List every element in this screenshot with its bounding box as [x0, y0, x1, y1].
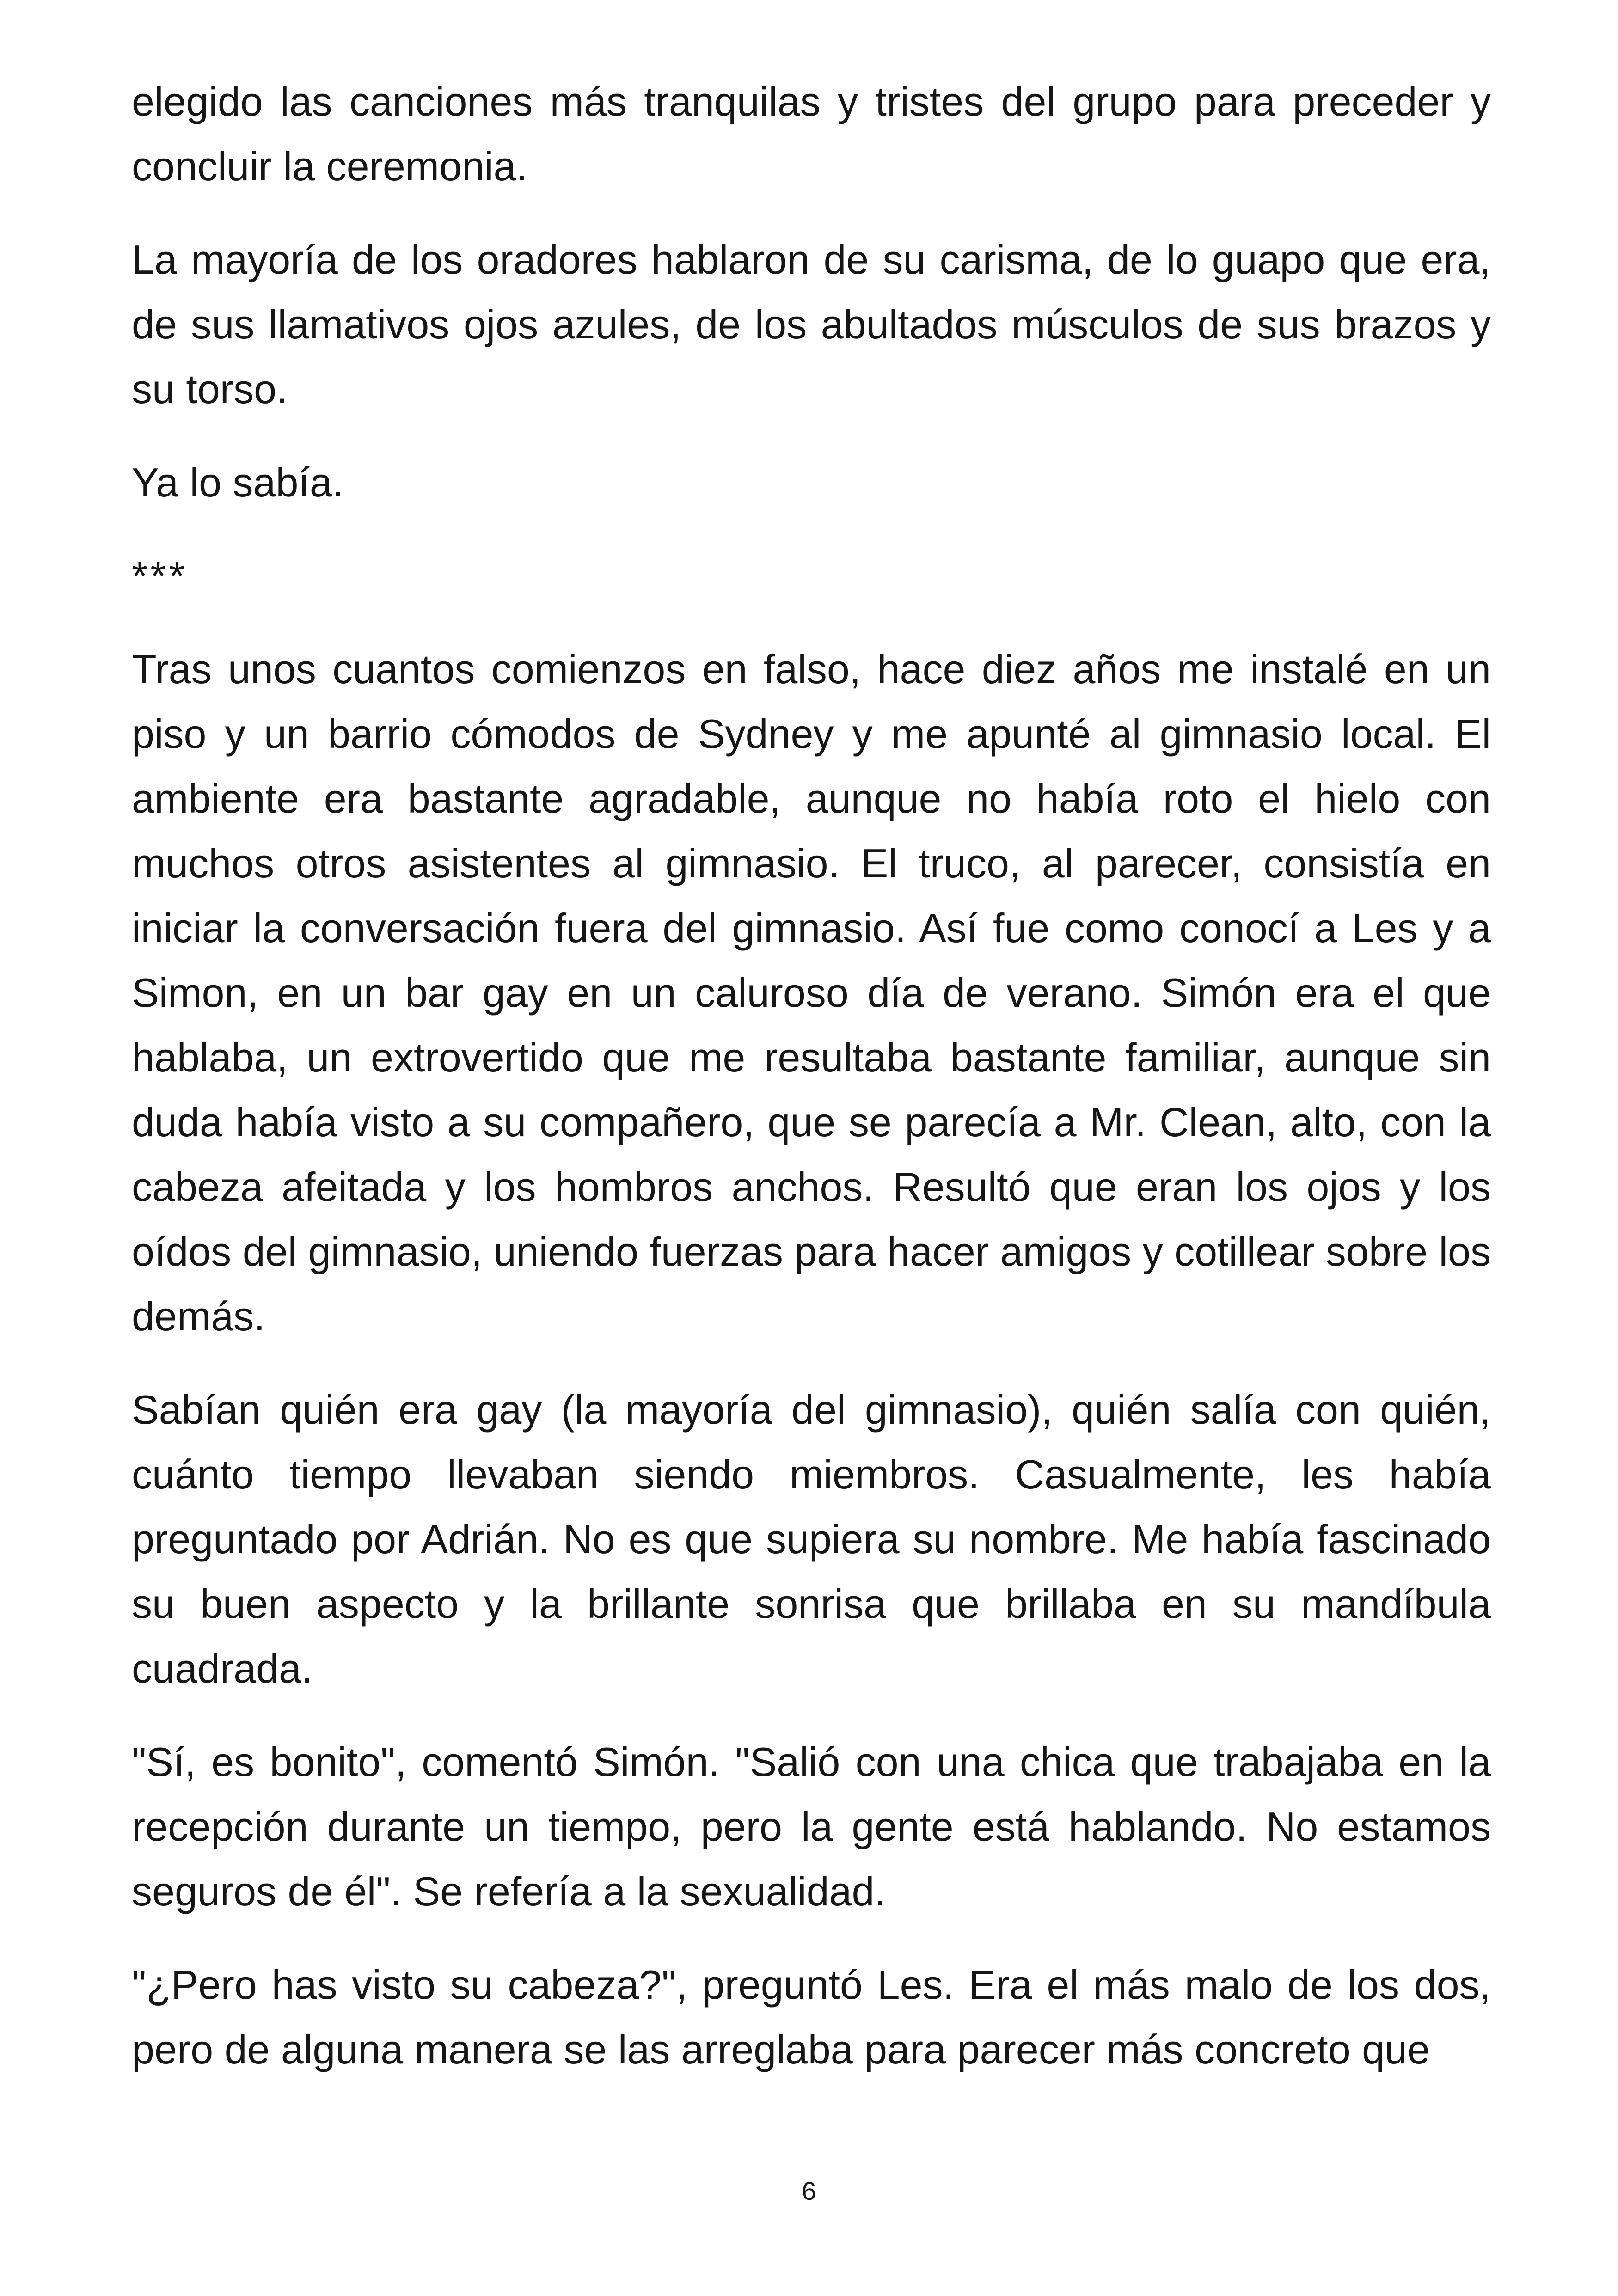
- paragraph: "Sí, es bonito", comentó Simón. "Salió con una chica que trabajaba en la recepción durante un tiempo, pero la gente está hablando. No estamos seguros de él". Se refería a la sexualidad.: [132, 1739, 1491, 1914]
- body-text: [132, 69, 1491, 2111]
- paragraph: "¿Pero has visto su cabeza?", preguntó Les. Era el más malo de los dos, pero de alguna manera se las arreglaba para parecer más concreto que: [132, 1962, 1491, 2072]
- page-number: 6: [802, 2176, 816, 2205]
- paragraph: Sabían quién era gay (la mayoría del gimnasio), quién salía con quién, cuánto tiempo llevaban siendo miembros. Casualmente, les había preguntado por Adrián. No es que supiera su nombre. Me había fascinado su buen aspecto y la brillante sonrisa que brillaba en su mandíbula cuadrada.: [132, 1387, 1491, 1691]
- paragraph: elegido las canciones más tranquilas y tristes del grupo para preceder y concluir la ceremonia.: [132, 79, 1491, 189]
- paragraph: La mayoría de los oradores hablaron de su carisma, de lo guapo que era, de sus llamativos ojos azules, de los abultados músculos de sus brazos y su torso.: [132, 237, 1491, 412]
- paragraph: Tras unos cuantos comienzos en falso, hace diez años me instalé en un piso y un barrio cómodos de Sydney y me apunté al gimnasio local. El ambiente era bastante agradable, aunque no había roto el hielo con muchos otros asistentes al gimnasio. El truco, al parecer, consistía en iniciar la conversación fuera del gimnasio. Así fue como conocí a Les y a Simon, en un bar gay en un caluroso día de verano. Simón era el que hablaba, un extrovertido que me resultaba bastante familiar, aunque sin duda había visto a su compañero, que se parecía a Mr. Clean, alto, con la cabeza afeitada y los hombros anchos. Resultó que eran los ojos y los oídos del gimnasio, uniendo fuerzas para hacer amigos y cotillear sobre los demás.: [132, 646, 1491, 1339]
- paragraph: Ya lo sabía.: [132, 459, 344, 505]
- section-separator: ***: [132, 553, 188, 599]
